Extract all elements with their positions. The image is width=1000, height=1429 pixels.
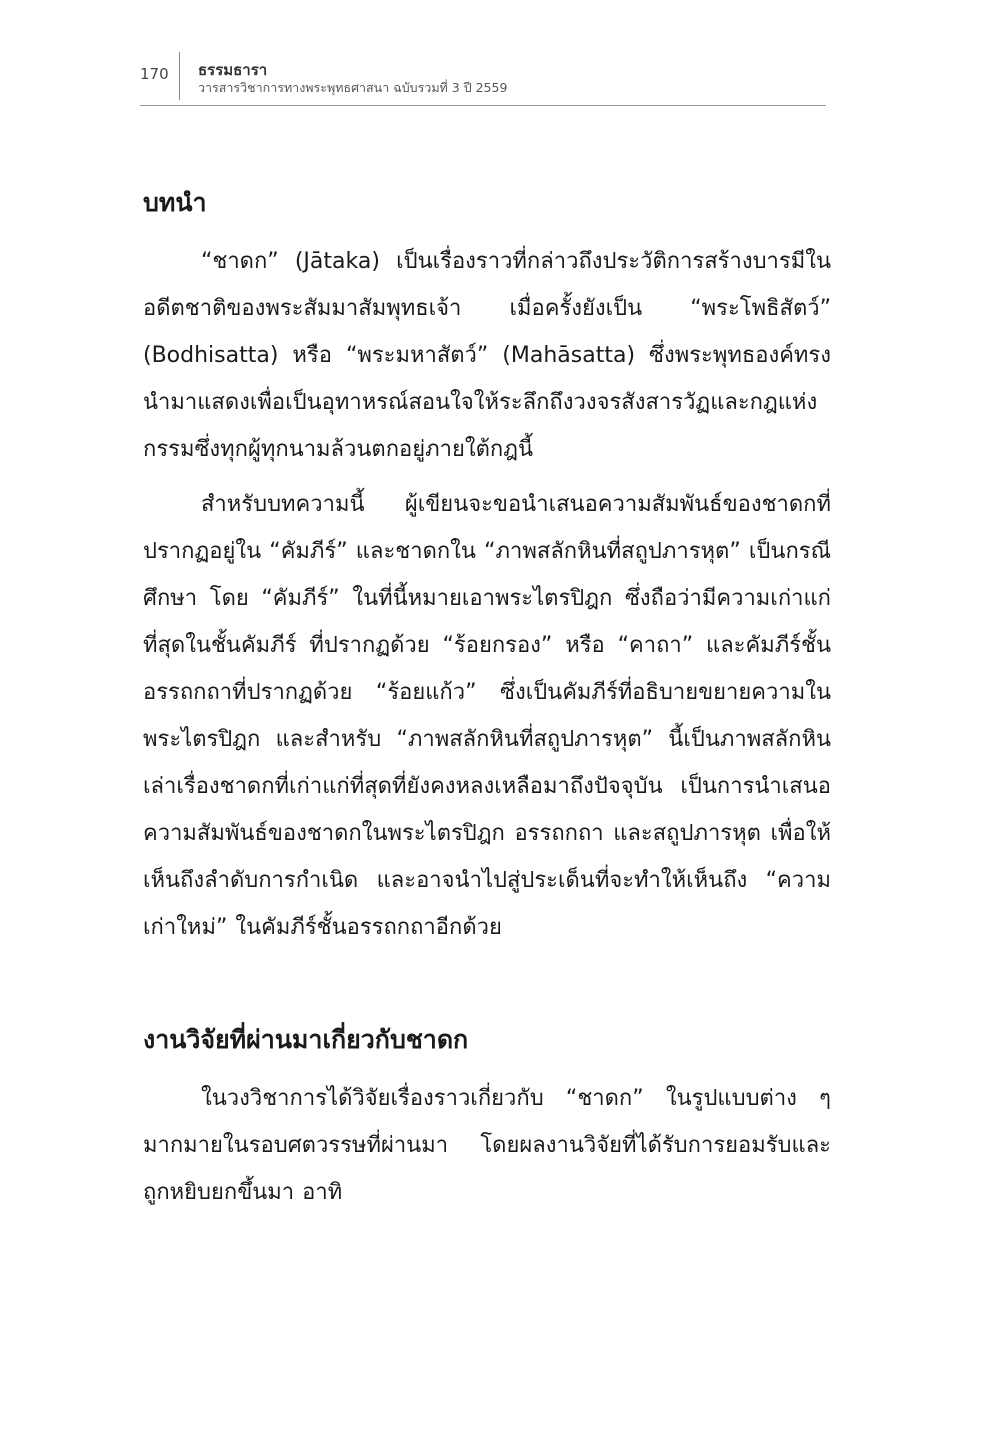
article-body — [143, 180, 831, 1216]
page-number: 170 — [140, 65, 169, 83]
section-heading-previous-research: งานวิจัยที่ผ่านมาเกี่ยวกับชาดก — [143, 1025, 469, 1054]
running-header — [140, 52, 826, 106]
paragraph: สำหรับบทความนี้ ผู้เขียนจะขอนำเสนอความสัมพันธ์ของชาดกที่ปรากฏอยู่ใน “คัมภีร์” และชาดกใน “ภาพสลักหินที่สถูปภารหุต” เป็นกรณีศึกษา โดย “คัมภีร์” ในที่นี้หมายเอาพระไตรปิฎก ซึ่งถือว่ามีความเก่าแก่ที่สุดในชั้นคัมภีร์ ที่ปรากฏด้วย “ร้อยกรอง” หรือ “คาถา” และคัมภีร์ชั้นอรรถกถาที่ปรากฏด้วย “ร้อยแก้ว” ซึ่งเป็นคัมภีร์ที่อธิบายขยายความในพระไตรปิฎก และสำหรับ “ภาพสลักหินที่สถูปภารหุต” นี้เป็นภาพสลักหินเล่าเรื่องชาดกที่เก่าแก่ที่สุดที่ยังคงหลงเหลือมาถึงปัจจุบัน เป็นการนำเสนอความสัมพันธ์ของชาดกในพระไตรปิฎก อรรถกถา และสถูปภารหุต เพื่อให้เห็นถึงลำดับการกำเนิด และอาจนำไปสู่ประเด็นที่จะทำให้เห็นถึง “ความเก่าใหม่” ในคัมภีร์ชั้นอรรถกถาอีกด้วย — [143, 492, 831, 940]
header-rule — [140, 105, 826, 106]
journal-subtitle: วารสารวิชาการทางพระพุทธศาสนา ฉบับรวมที่ 3 ปี 2559 — [198, 80, 508, 95]
paragraph: ในวงวิชาการได้วิจัยเรื่องราวเกี่ยวกับ “ชาดก” ในรูปแบบต่าง ๆ มากมายในรอบศตวรรษที่ผ่านมา โดยผลงานวิจัยที่ได้รับการยอมรับและถูกหยิบยกขึ้นมา อาทิ — [143, 1086, 831, 1205]
paragraph: “ชาดก” (Jātaka) เป็นเรื่องราวที่กล่าวถึงประวัติการสร้างบารมีในอดีตชาติของพระสัมมาสัมพุทธเจ้า เมื่อครั้งยังเป็น “พระโพธิสัตว์” (Bodhisatta) หรือ “พระมหาสัตว์” (Mahāsatta) ซึ่งพระพุทธองค์ทรงนำมาแสดงเพื่อเป็นอุทาหรณ์สอนใจให้ระลึกถึงวงจรสังสารวัฏและกฎแห่งกรรมซึ่งทุกผู้ทุกนามล้วนตกอยู่ภายใต้กฎนี้ — [143, 249, 831, 462]
header-divider — [179, 52, 180, 100]
section-heading-introduction: บทนำ — [143, 188, 207, 217]
journal-name: ธรรมธารา — [198, 61, 268, 79]
